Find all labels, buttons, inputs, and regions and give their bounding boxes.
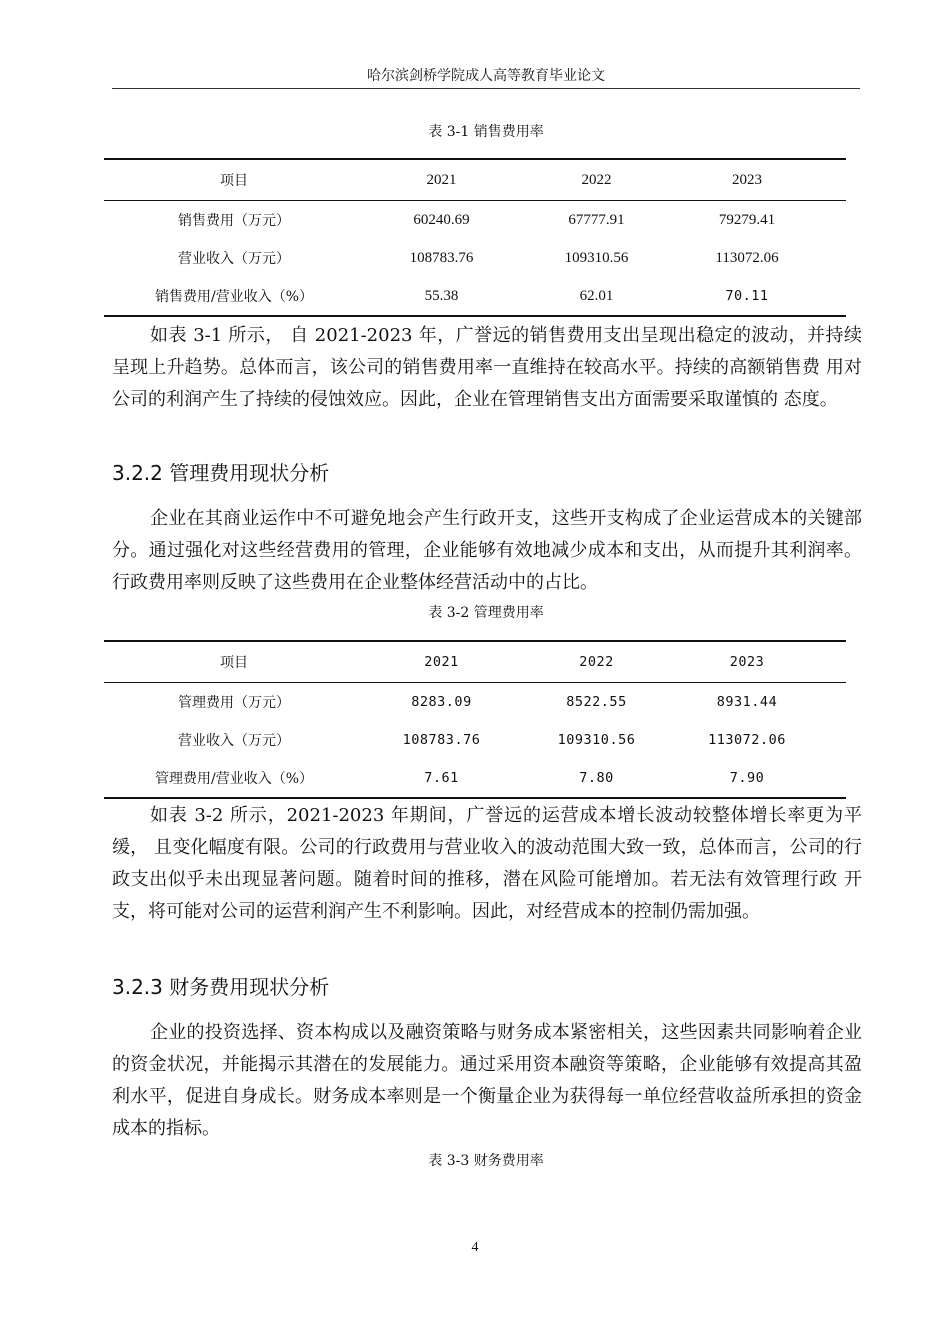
table-cell: 108783.76 bbox=[402, 732, 481, 748]
column-header: 2022 bbox=[581, 171, 612, 188]
running-header: 哈尔滨剑桥学院成人高等教育毕业论文 bbox=[367, 68, 605, 84]
table-cell: 营业收入（万元） bbox=[178, 251, 290, 267]
table-cell: 8283.09 bbox=[411, 694, 472, 710]
table-header-row bbox=[104, 158, 846, 201]
table-cell: 销售费用/营业收入（%） bbox=[154, 289, 314, 305]
table-cell: 60240.69 bbox=[413, 211, 470, 228]
table-cell: 55.38 bbox=[424, 287, 459, 304]
section-heading: 3.2.3 财务费用现状分析 bbox=[112, 975, 330, 999]
section-heading: 3.2.2 管理费用现状分析 bbox=[112, 461, 330, 485]
table-cell: 8931.44 bbox=[716, 694, 778, 710]
table-row bbox=[104, 239, 846, 277]
table-cell: 79279.41 bbox=[718, 211, 776, 228]
column-header: 2021 bbox=[426, 171, 457, 188]
column-header: 2023 bbox=[729, 654, 765, 670]
table-cell: 销售费用（万元） bbox=[178, 213, 290, 229]
paragraph: 如表 3-2 所示，2021-2023 年期间，广誉远的运营成本增长波动较整体增长率更为平缓， 且变化幅度有限。公司的行政费用与营业收入的波动范围大致一致，总体而言，公司的行 政支出似乎未出现显著问题。随着时间的推移，潜在风险可能增加。若无法有效管理行政 开支，将可能对公司的运营利润产生不利影响。因此，对经营成本的控制仍需加强。 bbox=[112, 805, 862, 922]
table-cell: 7.90 bbox=[729, 770, 765, 786]
table-cell: 7.80 bbox=[579, 770, 614, 786]
column-header: 2023 bbox=[732, 171, 762, 188]
table-row bbox=[104, 277, 846, 317]
paragraph: 企业在其商业运作中不可避免地会产生行政开支，这些开支构成了企业运营成本的关键部分。通过强化对这些经营费用的管理，企业能够有效地减少成本和支出，从而提升其利润率。行政费用率则反映了这些费用在企业整体经营活动中的占比。 bbox=[112, 508, 862, 593]
paragraph: 企业的投资选择、资本构成以及融资策略与财务成本紧密相关，这些因素共同影响着企业的资金状况，并能揭示其潜在的发展能力。通过采用资本融资等策略，企业能够有效提高其盈利水平，促进自身成长。财务成本率则是一个衡量企业为获得每一单位经营收益所承担的资金成本的指标。 bbox=[112, 1022, 862, 1139]
table-3-2-caption: 表 3-2 管理费用率 bbox=[428, 605, 544, 621]
column-header: 项目 bbox=[220, 173, 248, 189]
table-row bbox=[104, 683, 846, 721]
page-number: 4 bbox=[471, 1240, 479, 1255]
column-header: 2021 bbox=[424, 654, 459, 670]
column-header: 项目 bbox=[220, 655, 248, 671]
table-row bbox=[104, 201, 846, 239]
table-3-3-caption: 表 3-3 财务费用率 bbox=[428, 1153, 544, 1169]
table-cell: 营业收入（万元） bbox=[178, 733, 290, 749]
table-3-2 bbox=[104, 640, 846, 799]
table-cell: 7.61 bbox=[424, 770, 459, 786]
table-cell: 113072.06 bbox=[715, 249, 779, 266]
header-rule bbox=[112, 88, 860, 89]
table-cell: 管理费用（万元） bbox=[178, 695, 290, 711]
table-cell: 67777.91 bbox=[568, 211, 625, 228]
column-header: 2022 bbox=[579, 654, 614, 670]
table-3-1-caption: 表 3-1 销售费用率 bbox=[428, 124, 544, 140]
table-3-1 bbox=[104, 158, 846, 317]
table-row bbox=[104, 721, 846, 759]
table-row bbox=[104, 759, 846, 799]
table-cell: 109310.56 bbox=[557, 732, 636, 748]
table-cell: 108783.76 bbox=[409, 249, 474, 266]
table-cell: 113072.06 bbox=[708, 732, 786, 748]
table-cell: 70.11 bbox=[725, 288, 769, 304]
table-cell: 8522.55 bbox=[566, 694, 627, 710]
table-cell: 62.01 bbox=[579, 287, 614, 304]
paragraph: 如表 3-1 所示， 自 2021-2023 年，广誉远的销售费用支出呈现出稳定的波动，并持续 呈现上升趋势。总体而言，该公司的销售费用率一直维持在较高水平。持续的高额销售费 用对公司的利润产生了持续的侵蚀效应。因此，企业在管理销售支出方面需要采取谨慎的 态度。 bbox=[112, 325, 862, 410]
table-cell: 管理费用/营业收入（%） bbox=[154, 771, 314, 787]
table-header-row bbox=[104, 640, 846, 683]
table-cell: 109310.56 bbox=[564, 249, 629, 266]
